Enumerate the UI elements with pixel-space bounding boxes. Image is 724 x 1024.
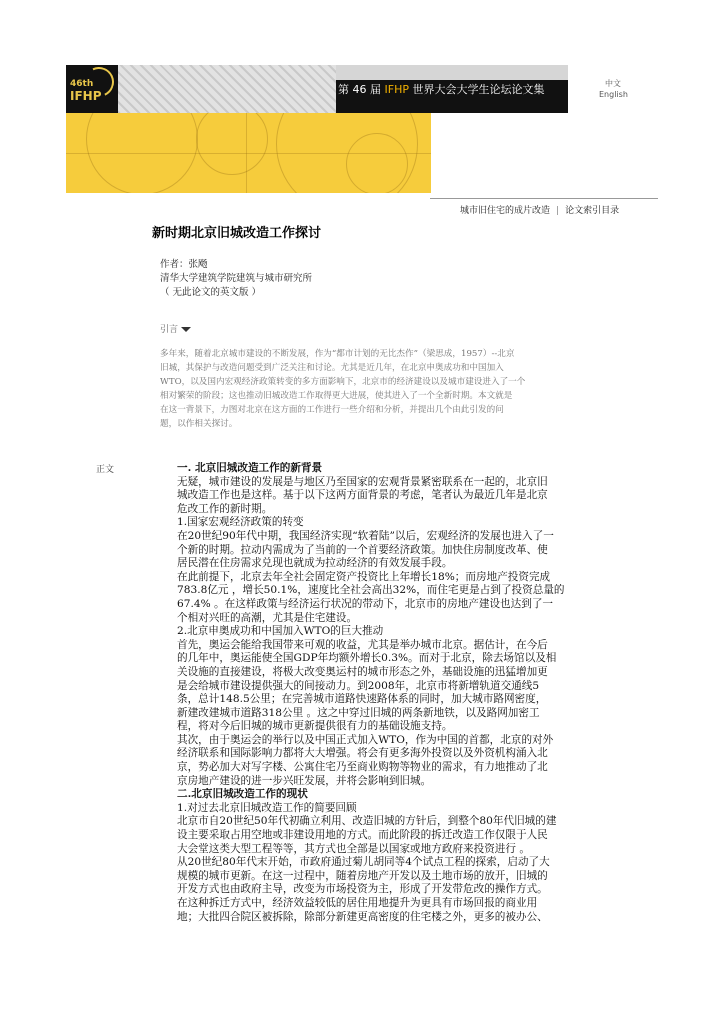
body-line: 首先，奥运会能给我国带来可观的收益，尤其是举办城市北京。据估计，在今后 — [177, 638, 548, 651]
abstract — [160, 347, 622, 431]
body-line: 开发方式也由政府主导，改变为市场投资为主，形成了开发带危改的操作方式。 — [177, 883, 548, 896]
ifhp-logo — [66, 65, 118, 113]
intro-toggle[interactable]: 引言 — [160, 322, 191, 335]
body-section-label: 正文 — [96, 465, 115, 475]
body-line: 程，将对今后旧城的城市更新提供很有力的基础设施支持。 — [177, 720, 453, 733]
banner-strip — [336, 65, 568, 80]
body-line: 经济联系和国际影响力都将大大增强。将会有更多海外投资以及外资机构涌入北 — [177, 747, 548, 760]
body-line: 地；大批四合院区被拆除，除部分新建更高密度的住宅楼之外，更多的被办公、 — [177, 910, 548, 923]
nav-links: 城市旧住宅的成片改造 | 论文索引目录 — [460, 206, 620, 216]
author-block — [160, 258, 312, 300]
body-line: 危改工作的新时期。 — [177, 502, 273, 515]
body-text — [177, 462, 630, 924]
caret-down-icon — [181, 327, 191, 332]
body-line: 其次，由于奥运会的举行以及中国正式加入WTO，作为中国的首都，北京的对外 — [177, 733, 554, 746]
abstract-line: 相对繁荣的阶段；这也推动旧城改造工作取得更大进展，使其进入了一个全新时期。本文就是 — [160, 391, 513, 401]
body-line: 个新的时期。拉动内需成为了当前的一个首要经济政策。加快住房制度改革、使 — [177, 543, 548, 556]
body-line: 京房地产建设的进一步兴旺发展，并将会影响到旧城。 — [177, 774, 432, 787]
body-line: 大会堂这类大型工程等等，其方式也全部是以国家或地方政府来投资进行 。 — [177, 842, 530, 855]
english-version-note[interactable]: （ 无此论文的英文版 ） — [160, 287, 262, 298]
body-line: 2.北京申奥成功和中国加入WTO的巨大推动 — [177, 625, 384, 638]
body-line: 无疑，城市建设的发展是与地区乃至国家的宏观背景紧密联系在一起的，北京旧 — [177, 475, 548, 488]
body-line: 在这种拆迁方式中，经济效益较低的居住用地提升为更具有市场回报的商业用 — [177, 897, 538, 909]
abstract-line: WTO，以及国内宏观经济政策转变的多方面影响下，北京市的经济建设以及城市建设进入了一个 — [160, 377, 526, 387]
body-line: 从20世纪80年代末开始，市政府通过菊儿胡同等4个试点工程的探索，启动了大 — [177, 856, 550, 869]
body-line: 条，总计148.5公里；在完善城市道路快速路体系的同时，加大城市路网密度， — [177, 693, 547, 706]
abstract-line: 在这一背景下，力图对北京在这方面的工作进行一些介绍和分析，并提出几个由此引发的问 — [160, 405, 504, 415]
body-line: 的几年中，奥运能使全国GDP年均额外增长0.3%。而对于北京，除去场馆以及相 — [177, 652, 557, 665]
author-name: 作者：张飏 — [160, 259, 208, 270]
body-line: 1.国家宏观经济政策的转变 — [177, 516, 304, 529]
body-line: 关设施的直接建设，将极大改变奥运村的城市形态之外，基础设施的迅猛增加更 — [177, 665, 548, 678]
logo-text: IFHP — [70, 89, 102, 103]
body-line: 京，势必加大对写字楼、公寓住宅乃至商业购物等物业的需求，有力地推动了北 — [177, 761, 548, 774]
body-line: 北京市自20世纪50年代初确立利用、改造旧城的方针后，到整个80年代旧城的建 — [177, 815, 557, 828]
body-line: 城改造工作也是这样。基于以下这两方面背景的考虑，笔者认为最近几年是北京 — [177, 489, 548, 502]
body-line: 67.4% 。在这样政策与经济运行状况的带动下，北京市的房地产建设也达到了一 — [177, 597, 554, 610]
body-line: 在20世纪90年代中期，我国经济实现“软着陆”以后，宏观经济的发展也进入了一 — [177, 529, 554, 542]
abstract-line: 多年来，随着北京城市建设的不断发展，作为“都市计划的无比杰作”（梁思成，1957）--北京 — [160, 349, 515, 359]
nav-prev-link[interactable]: 城市旧住宅的成片改造 — [460, 206, 551, 216]
page-title: 新时期北京旧城改造工作探讨 — [152, 226, 322, 241]
body-line: 在此前提下，北京去年全社会固定资产投资比上年增长18%；而房地产投资完成 — [177, 570, 551, 583]
body-line: 设主要采取占用空地或非建设用地的方式。而此阶段的拆迁改造工作仅限于人民 — [177, 829, 548, 842]
decorative-band — [66, 113, 431, 193]
abstract-line: 旧城，其保护与改造问题受到广泛关注和讨论。尤其是近几年，在北京申奥成功和中国加入 — [160, 363, 504, 373]
body-line: 规模的城市更新。在这一过程中，随着房地产开发以及土地市场的放开，旧城的 — [177, 869, 548, 882]
lang-chinese-link[interactable]: 中文 — [605, 79, 621, 88]
body-line: 居民潜在住房需求兑现也就成为拉动经济的有效发展手段。 — [177, 557, 453, 570]
author-affiliation: 清华大学建筑学院建筑与城市研究所 — [160, 273, 313, 284]
body-line: 1.对过去北京旧城改造工作的简要回顾 — [177, 801, 357, 814]
nav-divider — [430, 198, 658, 199]
abstract-line: 题，以作相关探讨。 — [160, 419, 238, 429]
body-line: 是会给城市建设提供强大的间接动力。到2008年，北京市将新增轨道交通线5 — [177, 679, 540, 692]
banner-pattern — [118, 65, 336, 113]
logo-year: 46th — [70, 79, 94, 89]
lang-english-link[interactable]: English — [599, 90, 628, 99]
banner-title: 第 46 届 IFHP 世界大会大学生论坛论文集 — [336, 80, 568, 113]
body-line: 783.8亿元 ，增长50.1%，速度比全社会高出32%，而住宅更是占到了投资总量的 — [177, 584, 565, 597]
body-line: 个相对兴旺的高潮，尤其是住宅建设。 — [177, 611, 358, 624]
body-line: 新建改建城市道路318公里 。这之中穿过旧城的两条新地铁，以及路网加密工 — [177, 706, 540, 719]
nav-index-link[interactable]: 论文索引目录 — [565, 206, 620, 216]
section-heading: 一. 北京旧城改造工作的新背景 — [177, 462, 323, 474]
section-heading: 二.北京旧城改造工作的现状 — [177, 788, 308, 801]
